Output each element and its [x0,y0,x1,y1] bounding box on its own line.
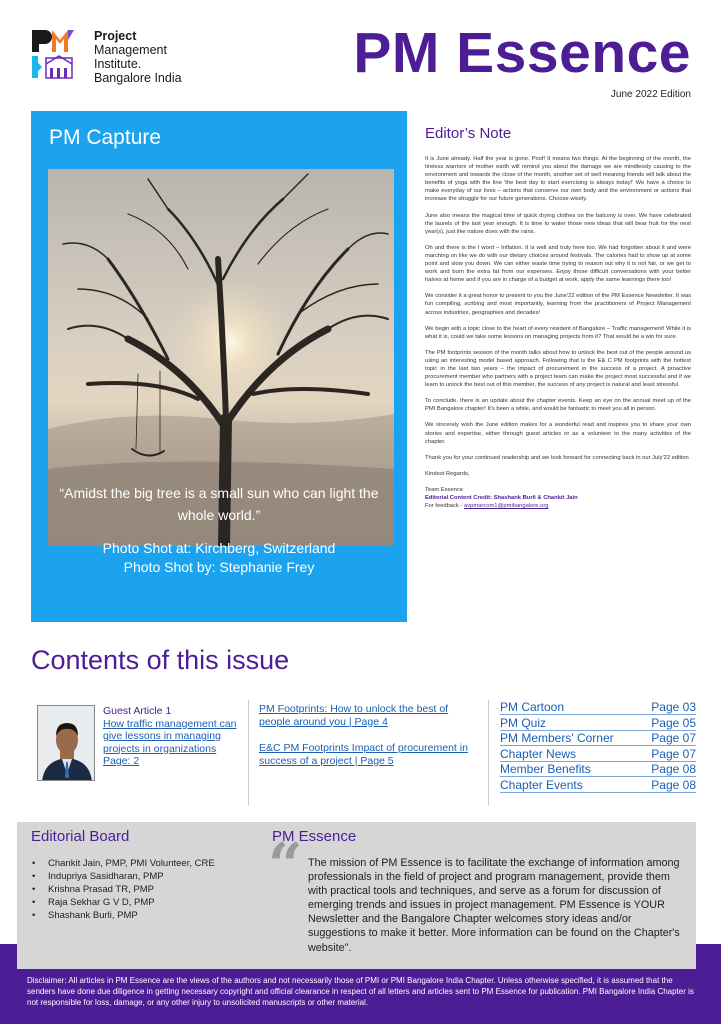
guest-article-link[interactable]: How traffic management can give lessons in managing projects in organizations [103,717,237,755]
editor-paragraph: To conclude, there is an update about the chapter events. Keep an eye on the annual meet up of the PMI Bangalore chapter! It's been a while, and would be fantastic to meet you all in person. [425,398,691,413]
editor-paragraph: We consider it a great honor to present to you the June'22 edition of the PM Essence Newsletter. It was fun compiling, scribing and most importantly, learning from the practitioners of Project Management across industries, geographies and decades! [425,293,691,316]
disclaimer-text: Disclaimer: All articles in PM Essence are the views of the authors and not necessarily those of PMI or PMI Bangalore India Chapter. Unless otherwise specified, it is assumed that the senders have done due diligence in getting necessary copyright and official clearance in respect of all letters and articles sent to PM Essence for publication. PMI Bangalore India Chapter is not responsible for loss, damage, or any other injury to unsolicited manuscripts or other material. [27,976,694,1007]
contents-title: Contents of this issue [31,645,290,675]
editor-paragraph: It is June already. Half the year is gone. Poof! It means two things. At the beginning of the month, the tireless warriors of mother earth will remind you about the damage we are mindlessly causing to the environment and towards the close of the month, another set of well meaning friends will talk about the benefits of yoga with the line 'the best day to start exercising is always today!' We have a choice to make everyday of our lives – actions that conserve our own body and the environment or actions that increase the struggle for our future generations. Choose wisely. [425,156,691,203]
toc-page: Page 05 [651,715,696,730]
editor-paragraph: The PM footprints session of the month talks about how to unlock the best out of the people around us using an interesting model based approach. Following that is the E& C PM footprints with the hottest topic in the last two years – the impact of procurement in the success of a project. A proactive procurement member who partners with a project team can make the project most successful and if we learn to unlock the best out of this member, the success of any project is natural and least stressful. [425,349,691,389]
toc-item[interactable] [500,763,696,777]
author-portrait [38,706,95,781]
photo-photographer: Photo Shot by: Stephanie Frey [123,559,315,575]
editor-signature [425,486,691,510]
editor-paragraph: We sincerely wish the June edition makes for a wonderful read and inspires you to share your own stories and expertise, either through guest articles or as a volunteer to the many activities of the chapter. [425,422,691,445]
pm-capture-panel [31,111,407,622]
toc-page: Page 08 [651,762,696,776]
toc-label: Member Benefits [500,762,591,776]
ec-footprints-link[interactable]: E&C PM Footprints Impact of procurement in success of a project | Page 5 [259,742,468,767]
board-member: • Chankit Jain, PMP, PMI Volunteer, CRE [32,857,215,870]
toc-label: PM Cartoon [500,700,565,714]
pm-footprints-link[interactable]: PM Footprints: How to unlock the best of people around you | Page 4 [259,703,449,728]
toc-item[interactable] [500,748,696,762]
author-photo [37,705,95,781]
photo-location: Photo Shot at: Kirchberg, Switzerland [102,540,336,556]
feedback-line [425,502,691,510]
toc-label: PM Members' Corner [500,731,614,745]
logo-line: Management [94,43,167,57]
content-credit: Editorial Content Credit: Shashank Burli & Chankit Jain [425,495,578,501]
capture-quote: “Amidst the big tree is a small sun who can light the whole world.” [59,485,379,523]
board-member: • Raja Sekhar G V D, PMP [32,896,215,909]
pmi-logo-icon [30,28,86,82]
toc-label: Chapter News [500,746,577,761]
guest-article-page-link[interactable]: Page: 2 [103,755,140,767]
editor-paragraph: Kindest Regards, [425,470,470,477]
feedback-email-link[interactable]: avpmarcom1@pmibangalore.org [464,503,549,510]
board-member: • Shashank Burli, PMP [32,909,215,922]
capture-title: PM Capture [49,126,162,149]
editor-note-body [425,155,691,510]
team-name: Team Essence [425,486,464,493]
column-divider [488,700,489,806]
editorial-board-title: Editorial Board [31,828,130,845]
editor-note-title: Editor’s Note [425,125,512,142]
board-member: • Indupriya Sasidharan, PMP [32,870,215,883]
quote-mark-icon: “ [268,831,303,901]
toc-label: PM Quiz [500,715,547,730]
toc-item[interactable] [500,701,696,715]
newsletter-title: PM Essence [353,21,691,85]
logo-line: Project [94,29,137,43]
board-member: • Krishna Prasad TR, PMP [32,883,215,896]
editor-paragraph: We begin with a topic close to the heart of every resident of Bangalore – Traffic management! While it is what it is, could we take some lessons on managing projects from it? That would be a win for sure. [425,325,691,340]
pmi-logo [30,28,230,84]
toc-item[interactable] [500,779,696,793]
table-of-contents [500,701,696,794]
editor-paragraph: June also means the magical time of quick drying clothes on the balcony is over. We have celebrated the laurels of the last year enough. It is time to water those new ideas that will bear fruit for the next year(s), just like nature does with the rains. [425,212,691,235]
toc-label: Chapter Events [500,777,583,792]
toc-item[interactable] [500,732,696,746]
toc-item[interactable] [500,717,696,731]
toc-page: Page 03 [651,700,696,714]
logo-line: Bangalore India [94,71,182,85]
capture-credit [41,539,397,577]
guest-article-entry [103,705,241,768]
edition-label: June 2022 Edition [610,89,691,100]
logo-line: Institute. [94,57,142,71]
column-divider [248,700,249,806]
editorial-board-list [32,857,215,922]
toc-page: Page 07 [651,731,696,745]
feedback-label: For feedback - [425,503,463,510]
guest-article-label: Guest Article 1 [103,705,172,717]
editor-paragraph: Oh and there is the I word – Inflation. It is well and truly here too. We had forgotten about it and were marching on like we do with our dietary choices around festivals. The calories had to show up at some point and slow you down. We can either waste time trying to reason out why it is not fair, or we get to work and burn the extra fat from our expenses. Enjoy those difficult conversations with your better halves at home and if you are in charge of a budget at work, apply the same learnings there too! [425,244,691,284]
logo-text [94,29,182,85]
toc-page: Page 08 [651,777,696,792]
editor-paragraph: Thank you for your continued readership and we look forward for connecting back in our July'22 edition [425,454,689,461]
footprints-links [259,703,479,781]
toc-page: Page 07 [651,746,696,761]
pm-essence-title: PM Essence [272,828,357,845]
mission-statement: The mission of PM Essence is to facilitate the exchange of information among professionals in the field of project and program management, provide them with practical tools and techniques, and serve as a forum for discussion of emerging trends and issues in project management. PM Essence is YOUR Newsletter and the Bangalore Chapter welcomes story ideas and/or suggestions to make it better. More information can be found on the Chapter's website". [308,857,680,954]
